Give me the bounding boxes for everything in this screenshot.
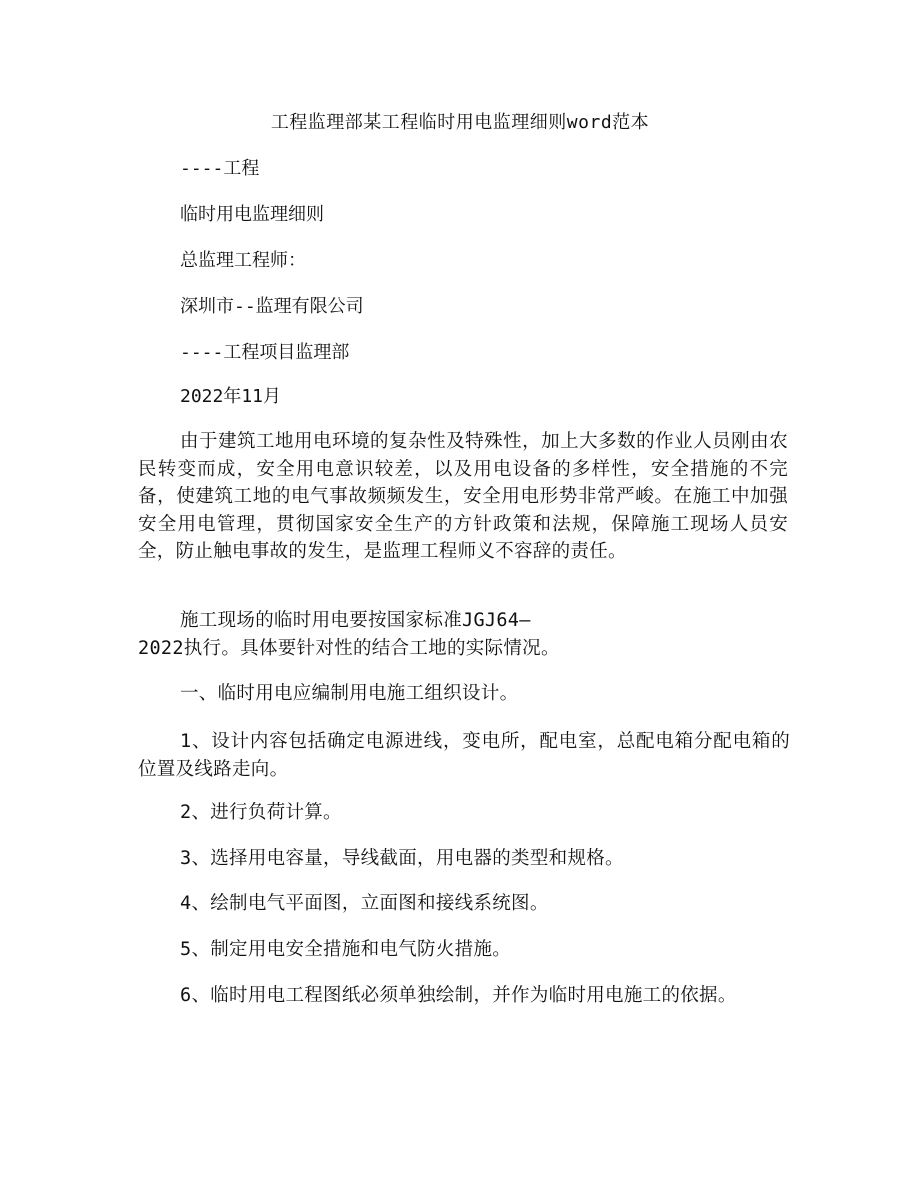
list-item: 1、设计内容包括确定电源进线，变电所，配电室，总配电箱分配电箱的位置及线路走向。 [138, 731, 790, 780]
list-item: 3、选择用电容量，导线截面，用电器的类型和规格。 [180, 848, 624, 869]
section-heading: 一、临时用电应编制用电施工组织设计。 [180, 683, 519, 704]
list-item: 4、绘制电气平面图，立面图和接线系统图。 [180, 893, 549, 914]
cover-subtitle: 临时用电监理细则 [180, 204, 324, 225]
standard-line-2: 2022执行。具体要针对性的结合工地的实际情况。 [138, 637, 560, 659]
cover-department: ----工程项目监理部 [180, 342, 350, 363]
standard-line-1: 施工现场的临时用电要按国家标准JGJ64— [180, 610, 531, 631]
list-item: 2、进行负荷计算。 [180, 802, 342, 823]
cover-company: 深圳市--监理有限公司 [180, 296, 364, 317]
standard-paragraph [138, 607, 788, 662]
cover-date: 2022年11月 [180, 386, 282, 407]
cover-chief-engineer: 总监理工程师： [180, 250, 306, 271]
intro-paragraph: 由于建筑工地用电环境的复杂性及特殊性，加上大多数的作业人员刚由农民转变而成，安全用电意识较差，以及用电设备的多样性，安全措施的不完备，使建筑工地的电气事故频频发生，安全用电形势非常严峻。在施工中加强安全用电管理，贯彻国家安全生产的方针政策和法规，保障施工现场人员安全，防止触电事故的发生，是监理工程师义不容辞的责任。 [138, 431, 788, 562]
document-title: 工程监理部某工程临时用电监理细则word范本 [270, 112, 650, 133]
list-item: 6、临时用电工程图纸必须单独绘制，并作为临时用电施工的依据。 [180, 985, 737, 1006]
cover-project-line: ----工程 [180, 158, 260, 179]
list-item: 5、制定用电安全措施和电气防火措施。 [180, 939, 512, 960]
